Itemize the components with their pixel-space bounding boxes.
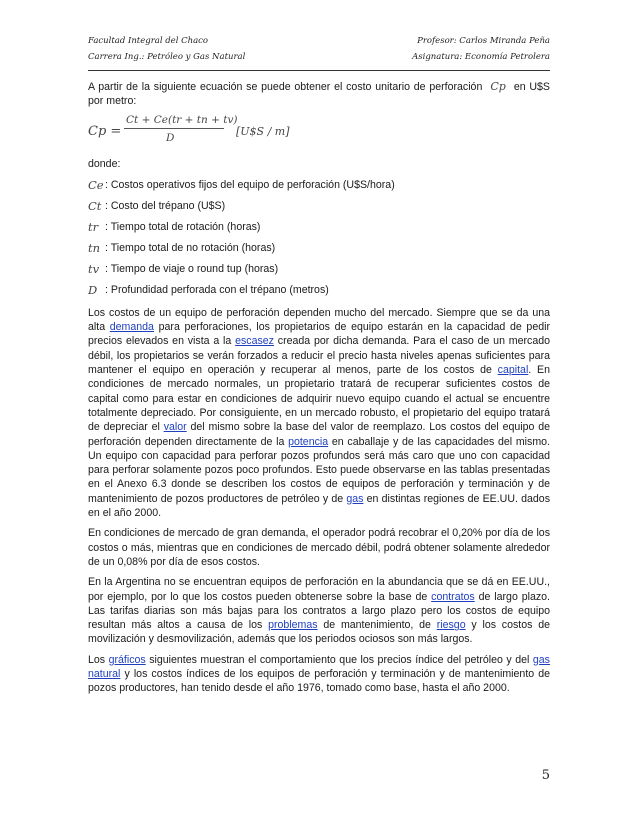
symbol-ct: Ct <box>88 198 102 213</box>
link-potencia[interactable]: potencia <box>288 435 329 448</box>
link-capital[interactable]: capital <box>497 364 529 377</box>
link-riesgo[interactable]: riesgo <box>436 619 466 632</box>
definition-item: Ce : Costos operativos fijos del equipo de perforación (U$S/hora) <box>88 177 395 192</box>
header-subject: Asignatura: Economía Petrolera <box>412 52 550 62</box>
link-contratos[interactable]: contratos <box>431 590 475 603</box>
link-gas[interactable]: gas <box>346 492 364 505</box>
document-body <box>88 80 550 696</box>
cp-symbol: Cp <box>490 80 506 93</box>
symbol-d: D <box>88 282 98 297</box>
page-number: 5 <box>541 768 550 783</box>
header-professor: Profesor: Carlos Miranda Peña <box>417 36 550 46</box>
link-gas-natural[interactable]: gas natural <box>88 653 550 681</box>
formula-unit: [U$S / m] <box>236 124 290 138</box>
cost-formula <box>88 113 550 151</box>
definitions-list <box>88 175 550 300</box>
header-career: Carrera Ing.: Petróleo y Gas Natural <box>88 52 246 62</box>
link-valor[interactable]: valor <box>163 421 187 434</box>
formula-numerator: Ct + Ce(tr + tn + tv) <box>126 113 238 126</box>
definition-item: Ct : Costo del trépano (U$S) <box>88 198 226 213</box>
definition-item: tn : Tiempo total de no rotación (horas) <box>88 240 276 255</box>
definition-item: D : Profundidad perforada con el trépano (metros) <box>88 282 329 297</box>
symbol-tr: tr <box>88 219 99 234</box>
formula-fraction-bar <box>124 128 224 129</box>
paragraph-graphs: Los gráficos siguientes muestran el comportamiento que los precios índice del petróleo y del gas natural y los costos índices de los equipos de perforación y terminación y de mantenimiento de pozos productores, han tenido desde el año 1976, tomado como base, hasta el año 2000. <box>88 653 550 695</box>
header-divider <box>88 70 550 71</box>
formula-lhs: Cp = <box>88 123 122 139</box>
donde-label: donde: <box>88 157 121 170</box>
symbol-tv: tv <box>88 261 100 276</box>
paragraph-market-costs: Los costos de un equipo de perforación dependen mucho del mercado. Siempre que se da una alta demanda para perforaciones, los propietarios de equipo estarán en la capacidad de pedir precios elevados en vista a la escasez creada por dicha demanda. Para el caso de un mercado débil, los propietarios se verán forzados a reducir el precio hasta niveles apenas suficientes para mantener el equipo en operación y recuperar al menos, parte de los costos de capital. En condiciones de mercado normales, un propietario tratará de recuperar suficientes costos de capital como para estar en condiciones de adquirir nuevo equipo cuando el actual se encuentre totalmente depreciado. Por consiguiente, en un mercado robusto, el propietario del equipo tratará de depreciar el valor del mismo sobre la base del valor de reemplazo. Los costos del equipo de perforación dependen directamente de la potencia en caballaje y de las capacidades del mismo. Un equipo con capacidad para perforar pozos profundos será más caro que uno con capacidad para perforar solamente pozos poco profundos. Esto puede observarse en las tablas presentadas en el Anexo 6.3 donde se describen los costos de equipos de perforación y terminación y de mantenimiento de pozos productores de petróleo y de gas en distintas regiones de EE.UU. dados en el año 2000. <box>88 306 550 520</box>
link-problemas[interactable]: problemas <box>268 619 318 632</box>
paragraph-argentina: En la Argentina no se encuentran equipos de perforación en la abundancia que se dá en EE.UU., por ejemplo, por lo que los costos pueden obtenerse sobre la base de contratos de largo plazo. Las tarifas diarias son más bajas para los contratos a largo plazo pero los costos de equipo resultan más altos a causa de los problemas de mantenimiento, de riesgo y los costos de movilización y desmovilización, además que los periodos ociosos son más largos. <box>88 576 550 646</box>
symbol-ce: Ce <box>88 177 104 192</box>
formula-denominator: D <box>166 131 175 144</box>
definition-item: tr : Tiempo total de rotación (horas) <box>88 219 261 234</box>
link-escasez[interactable]: escasez <box>235 335 274 348</box>
link-graficos[interactable]: gráficos <box>108 653 146 666</box>
definition-item: tv : Tiempo de viaje o round tup (horas) <box>88 261 279 276</box>
symbol-tn: tn <box>88 240 101 255</box>
header-faculty: Facultad Integral del Chaco <box>88 36 209 46</box>
link-demanda[interactable]: demanda <box>109 321 154 334</box>
intro-paragraph: A partir de la siguiente ecuación se puede obtener el costo unitario de perforación Cp en U$S por metro: <box>88 80 550 108</box>
paragraph-demand-recovery: En condiciones de mercado de gran demanda, el operador podrá recobrar el 0,20% por día de los costos o más, mientras que en condiciones de mercado débil, podrá obtener solamente alrededor de un 0,08% por día de esos costos. <box>88 527 550 568</box>
